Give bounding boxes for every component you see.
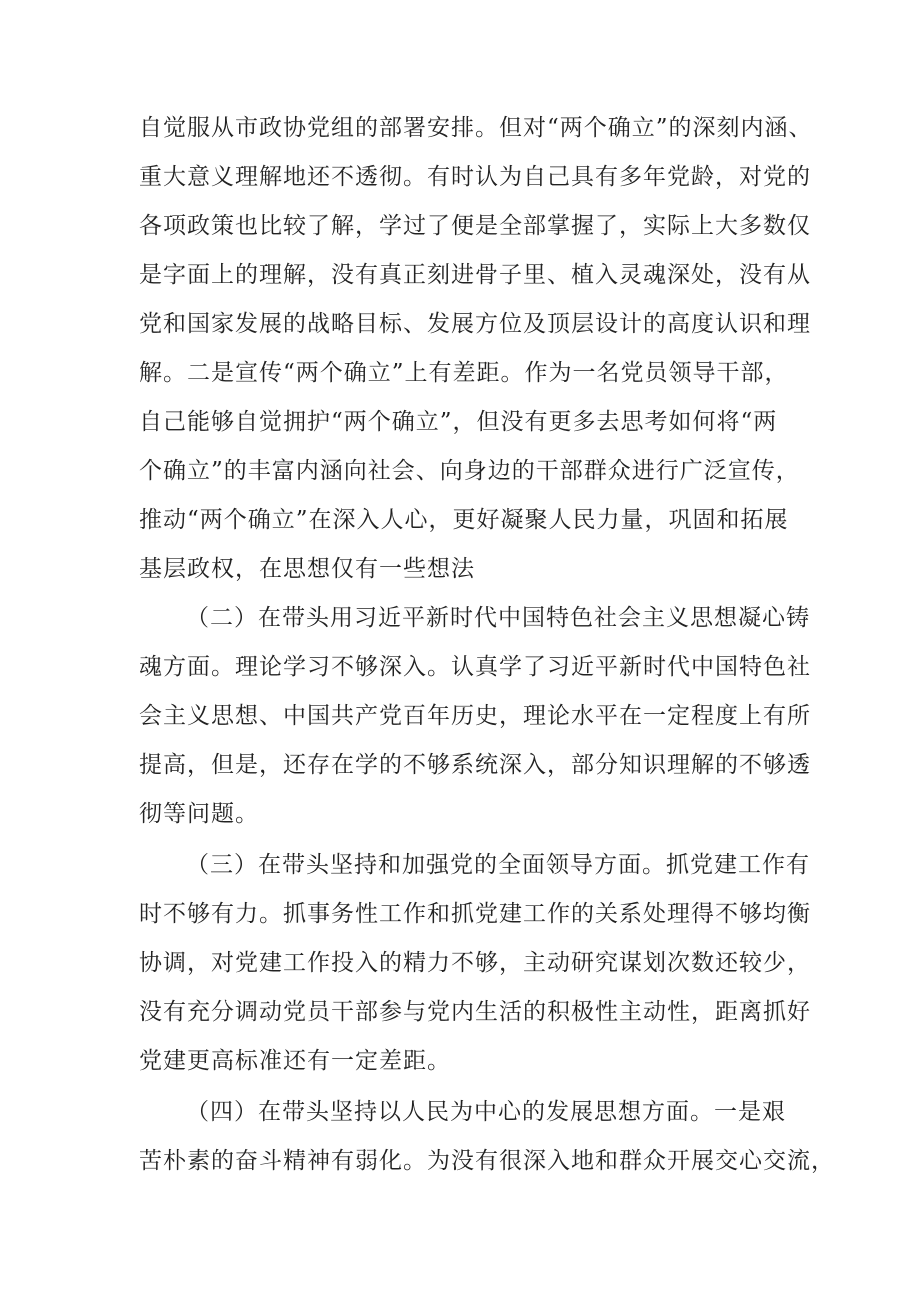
text-line: 推动“两个确立”在深入人心，更好凝聚人民力量，巩固和拓展 <box>139 507 789 533</box>
text-line: 个确立”的丰富内涵向社会、向身边的干部群众进行广泛宣传， <box>139 458 800 484</box>
text-line: 会主义思想、中国共产党百年历史，理论水平在一定程度上有所 <box>139 703 811 729</box>
text-line: 时不够有力。抓事务性工作和抓党建工作的关系处理得不够均衡 <box>139 901 811 927</box>
text-line: 是字面上的理解，没有真正刻进骨子里、植入灵魂深处，没有从 <box>139 262 811 288</box>
text-line: 苦朴素的奋斗精神有弱化。为没有很深入地和群众开展交心交流， <box>139 1148 835 1174</box>
text-line: 基层政权，在思想仅有一些想法 <box>139 556 475 582</box>
text-line: 自己能够自觉拥护“两个确立”，但没有更多去思考如何将“两 <box>139 409 778 435</box>
section-heading-line: （四）在带头坚持以人民为中心的发展思想方面。一是艰 <box>186 1099 786 1125</box>
text-line: 解。二是宣传“两个确立”上有差距。作为一名党员领导干部， <box>139 360 789 386</box>
text-line: 党建更高标准还有一定差距。 <box>139 1048 451 1074</box>
section-heading-line: （二）在带头用习近平新时代中国特色社会主义思想凝心铸 <box>186 605 810 631</box>
text-line: 魂方面。理论学习不够深入。认真学了习近平新时代中国特色社 <box>139 654 811 680</box>
text-line: 重大意义理解地还不透彻。有时认为自己具有多年党龄，对党的 <box>139 164 811 190</box>
text-line: 自觉服从市政协党组的部署安排。但对“两个确立”的深刻内涵、 <box>139 115 813 141</box>
text-line: 没有充分调动党员干部参与党内生活的积极性主动性，距离抓好 <box>139 999 811 1025</box>
text-line: 彻等问题。 <box>139 801 259 827</box>
text-line: 党和国家发展的战略目标、发展方位及顶层设计的高度认识和理 <box>139 311 811 337</box>
text-line: 各项政策也比较了解，学过了便是全部掌握了，实际上大多数仅 <box>139 213 811 239</box>
text-line: 提高，但是，还存在学的不够系统深入，部分知识理解的不够透 <box>139 752 811 778</box>
section-heading-line: （三）在带头坚持和加强党的全面领导方面。抓党建工作有 <box>186 852 810 878</box>
text-line: 协调，对党建工作投入的精力不够，主动研究谋划次数还较少， <box>139 950 811 976</box>
